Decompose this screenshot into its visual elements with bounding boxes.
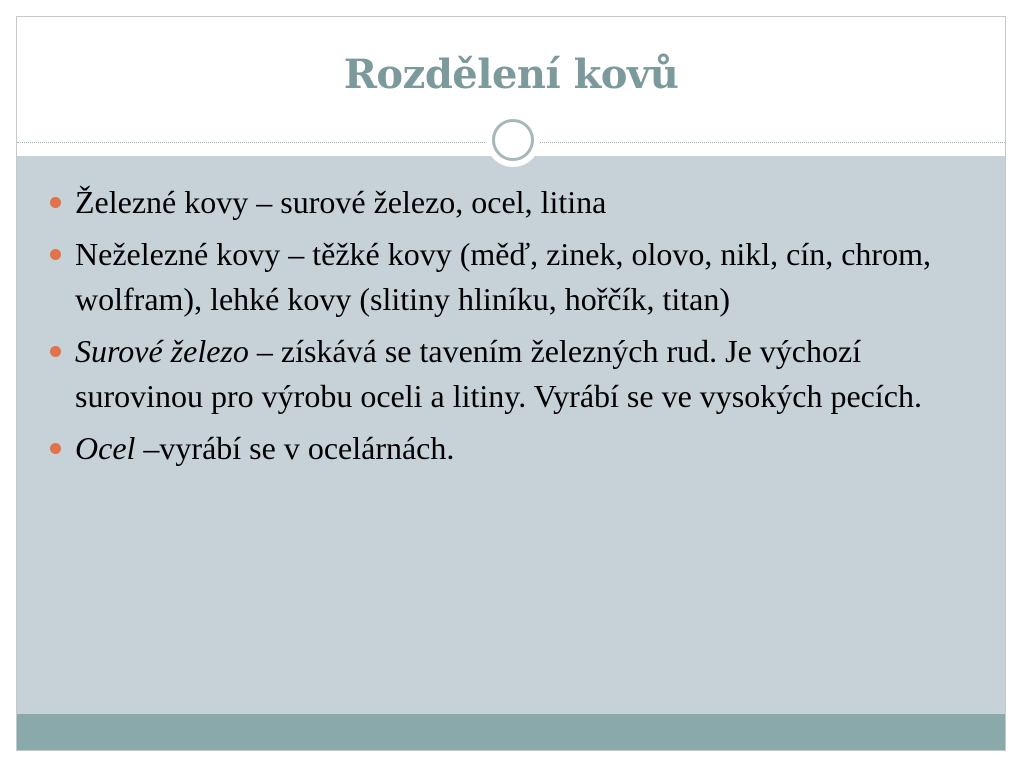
bullet-italic-text: Ocel: [75, 430, 136, 466]
bullet-item-2: [49, 232, 979, 322]
ring-ornament-inner: [492, 119, 534, 161]
content-area: [17, 156, 1005, 716]
bullet-text: Neželezné kovy – těžké kovy (měď, zinek, olovo, nikl, cín, chrom, wolfram), lehké kovy (slitiny hliníku, hořčík, titan): [75, 236, 931, 317]
ring-ornament-icon: [486, 113, 540, 167]
bullet-italic-text: Surové železo: [75, 333, 249, 369]
bullet-dot-icon: [50, 346, 61, 357]
bullet-item-4: [49, 426, 979, 471]
bullet-item-3: [49, 329, 979, 419]
bullet-item-1: [49, 180, 979, 225]
slide-title: Rozdělení kovů: [343, 51, 679, 98]
bullet-dot-icon: [50, 249, 61, 260]
bullet-list: [49, 180, 979, 478]
bottom-bar: [17, 714, 1005, 750]
bullet-text: –vyrábí se v ocelárnách.: [135, 430, 455, 466]
bullet-text: – získává se tavením železných rud. Je výchozí surovinou pro výrobu oceli a litiny. Vyrábí se ve vysokých pecích.: [75, 333, 922, 414]
slide: [16, 16, 1006, 751]
bullet-dot-icon: [50, 197, 61, 208]
bullet-text: Železné kovy – surové železo, ocel, litina: [75, 184, 607, 220]
bullet-dot-icon: [50, 443, 61, 454]
